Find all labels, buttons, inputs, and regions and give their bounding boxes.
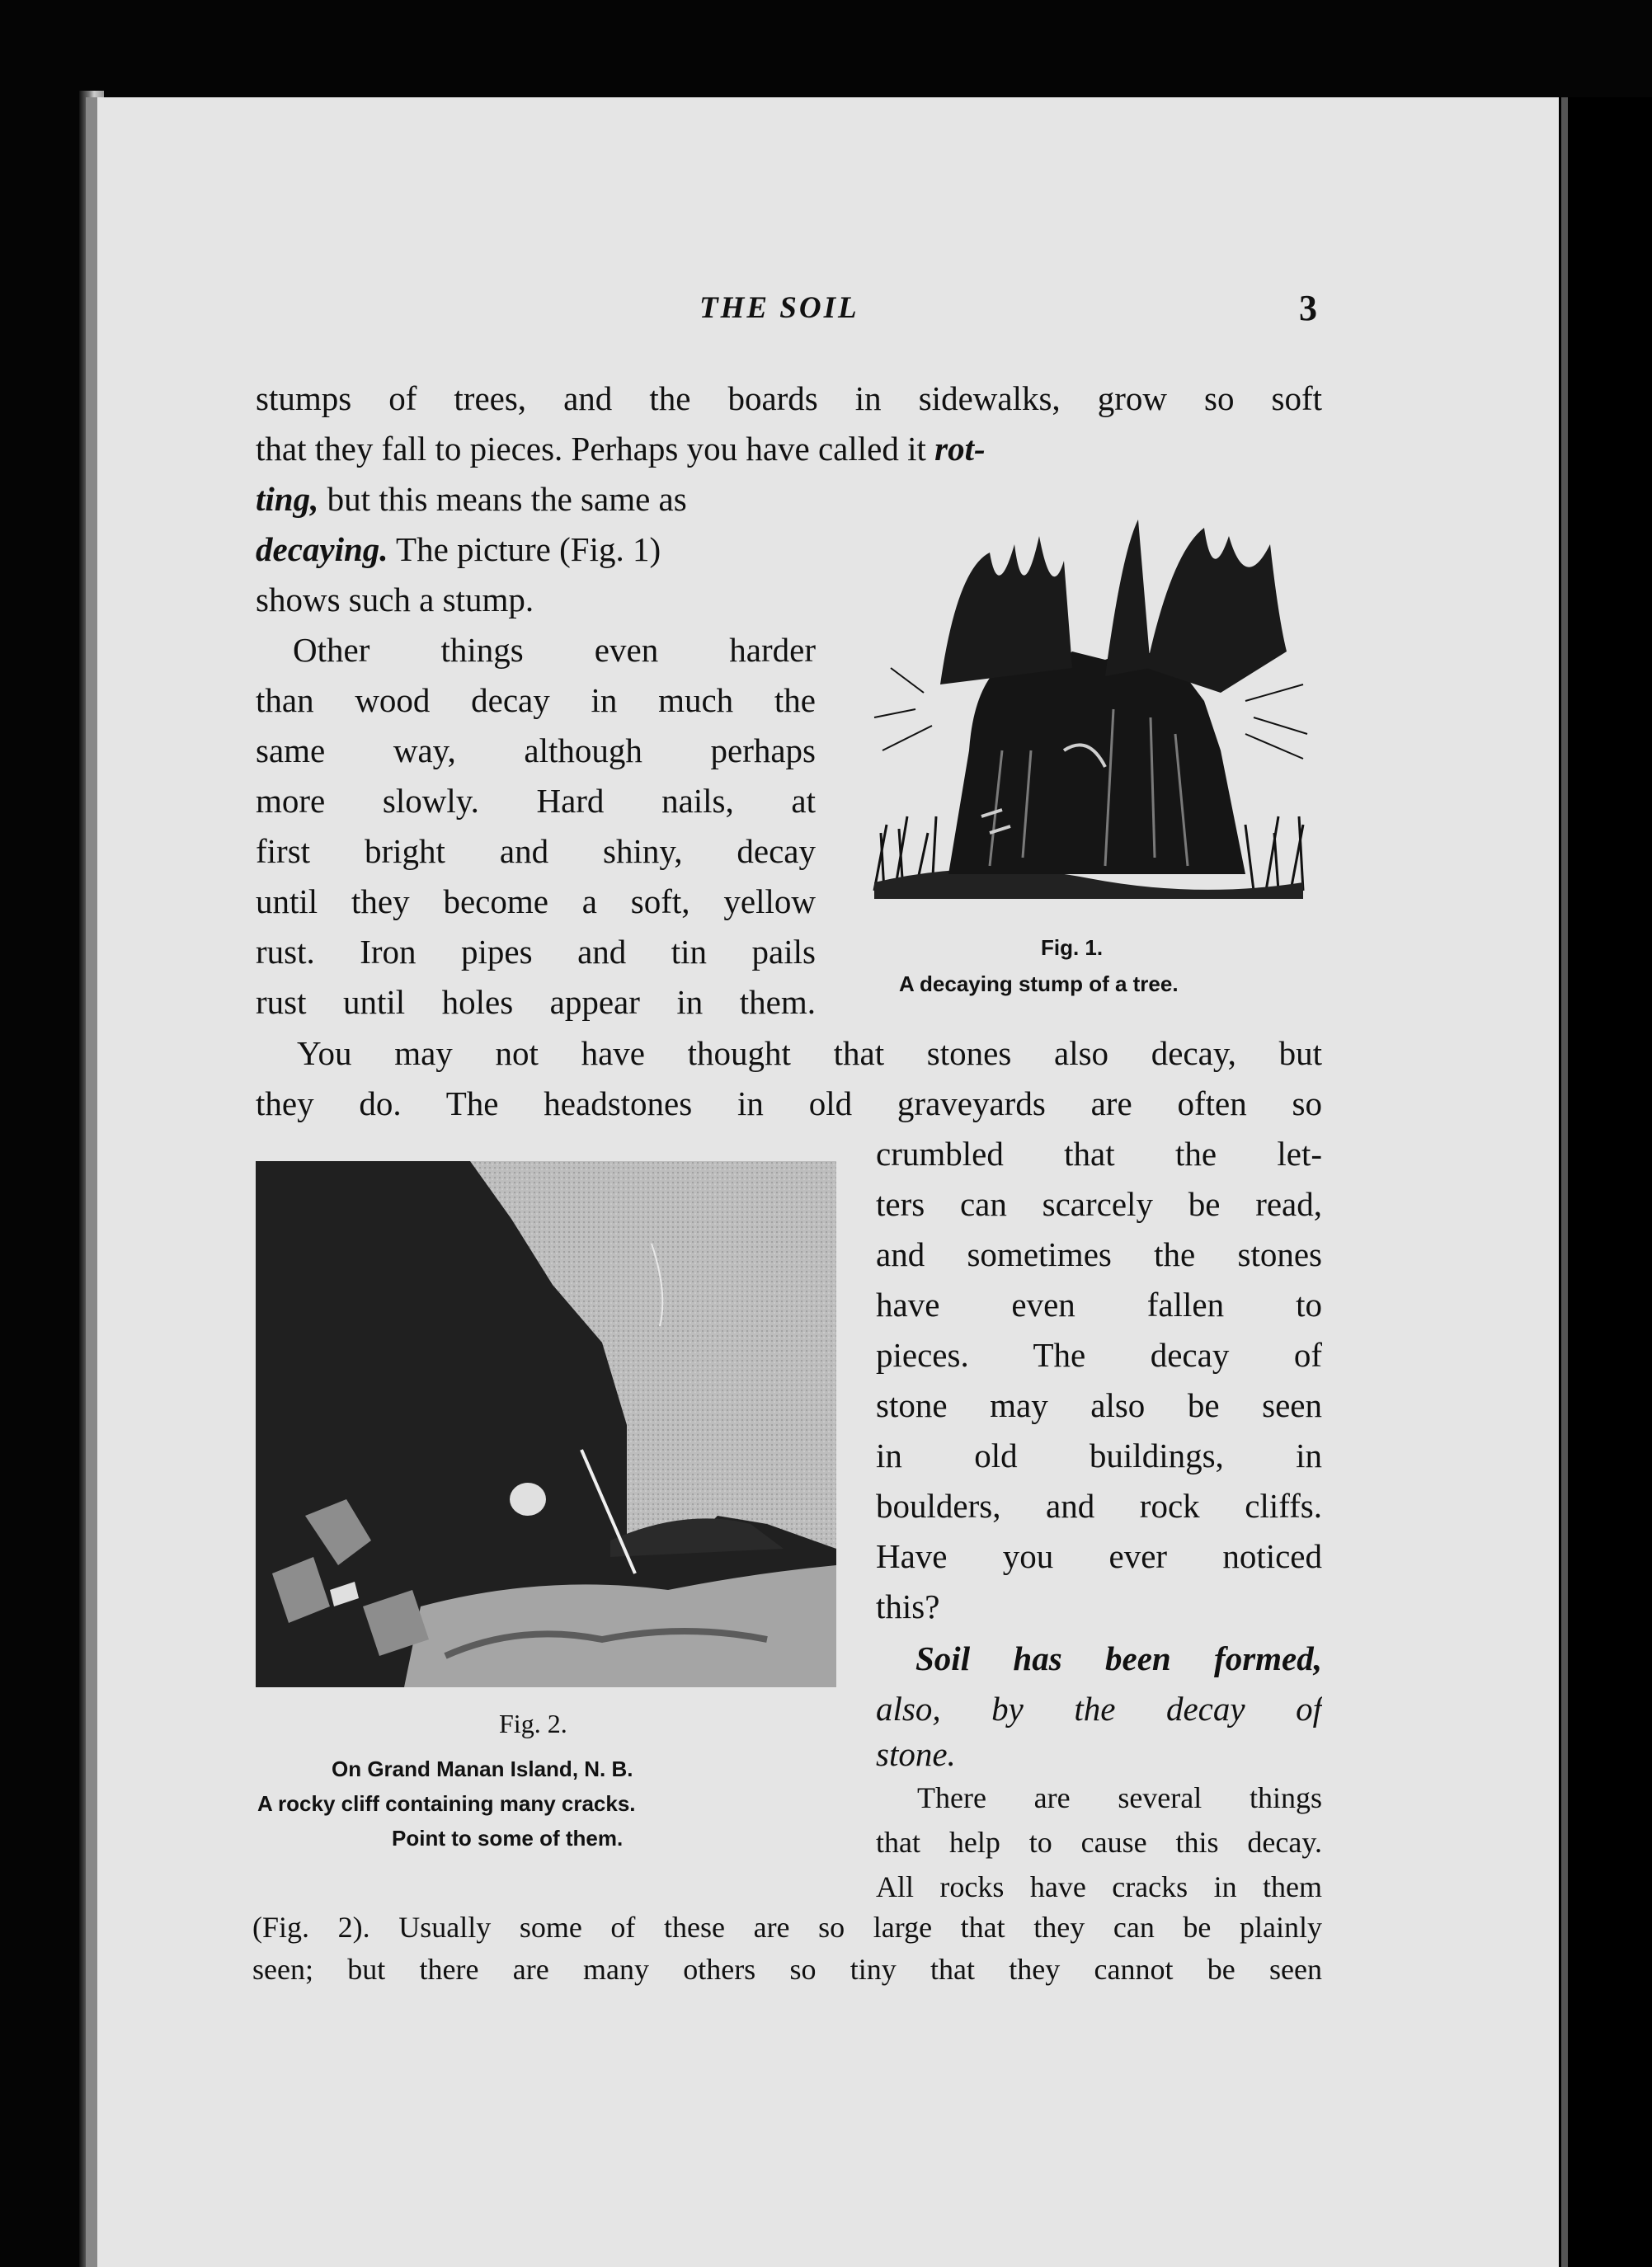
italic-word: decaying. [256, 530, 388, 568]
italic-statement-line: Soil has been formed, [915, 1639, 1322, 1677]
text-line: than wood decay in much the [256, 681, 816, 719]
italic-statement-line: also, by the decay of [876, 1690, 1322, 1728]
text-line: until they become a soft, yellow [256, 882, 816, 920]
text-line: pieces. The decay of [876, 1336, 1322, 1374]
figure-2-label: Fig. 2. [499, 1709, 567, 1738]
text-line: rust until holes appear in them. [256, 983, 816, 1021]
figure-2-caption-line: Point to some of them. [392, 1826, 624, 1851]
text-line: You may not have thought that stones also decay, but [297, 1034, 1322, 1072]
text-line: stone may also be seen [876, 1386, 1322, 1424]
text-line: There are several things [917, 1781, 1322, 1814]
text-fragment: that they fall to pieces. Perhaps you have called it [256, 430, 935, 468]
figure-2-cliff-photo [256, 1161, 836, 1687]
text-line: rust. Iron pipes and tin pails [256, 933, 816, 971]
text-fragment: The picture (Fig. 1) [388, 530, 661, 568]
italic-statement-line: stone. [876, 1735, 956, 1773]
text-line [256, 424, 986, 474]
figure-2-caption-line: On Grand Manan Island, N. B. [332, 1757, 633, 1781]
text-line: this? [876, 1587, 940, 1625]
running-header: THE SOIL [699, 291, 859, 325]
figure-2-caption-line: A rocky cliff containing many cracks. [257, 1791, 636, 1816]
figure-1-label: Fig. 1. [1041, 935, 1104, 960]
figure-1-stump-illustration [858, 503, 1320, 924]
figure-1-caption: A decaying stump of a tree. [899, 971, 1179, 996]
text-line: same way, although perhaps [256, 731, 816, 769]
text-line: stumps of trees, and the boards in sidewalks, grow so soft [256, 379, 1322, 417]
italic-word: ting, [256, 480, 319, 518]
text-line: shows such a stump. [256, 581, 534, 618]
page-number: 3 [1299, 288, 1317, 328]
text-line: that help to cause this decay. [876, 1826, 1322, 1859]
text-line: in old buildings, in [876, 1437, 1322, 1474]
text-line [256, 474, 687, 524]
text-line: ters can scarcely be read, [876, 1185, 1322, 1223]
text-line: Other things even harder [293, 631, 816, 669]
text-line: boulders, and rock cliffs. [876, 1487, 1322, 1525]
text-line: Have you ever noticed [876, 1537, 1322, 1575]
text-line: and sometimes the stones [876, 1235, 1322, 1273]
text-line [256, 524, 661, 575]
text-line: have even fallen to [876, 1286, 1322, 1324]
text-line: seen; but there are many others so tiny that they cannot be seen [252, 1953, 1322, 1986]
page-edge-line [1561, 97, 1568, 2267]
text-fragment: but this means the same as [318, 480, 687, 518]
text-line: crumbled that the let- [876, 1135, 1322, 1173]
italic-word: rot- [934, 430, 986, 468]
text-line: more slowly. Hard nails, at [256, 782, 816, 820]
page-edge-shadow [1559, 97, 1652, 2267]
text-line: they do. The headstones in old graveyards are often so [256, 1084, 1322, 1122]
text-line: All rocks have cracks in them [876, 1870, 1322, 1903]
text-line: first bright and shiny, decay [256, 832, 816, 870]
text-line: (Fig. 2). Usually some of these are so large that they can be plainly [252, 1911, 1322, 1944]
